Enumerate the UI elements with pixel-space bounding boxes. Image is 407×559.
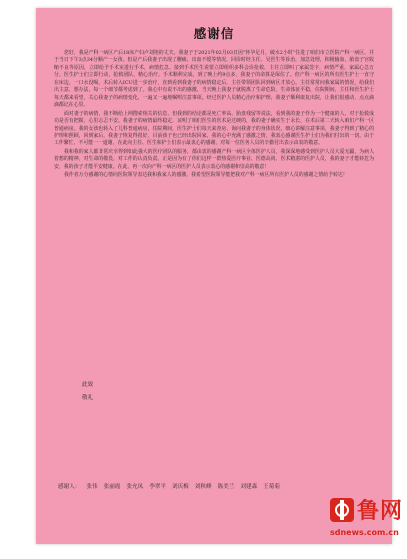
letter-closing	[82, 379, 93, 405]
signer-name: 刘秋峰	[194, 484, 212, 490]
letter-sheet	[36, 8, 392, 544]
signer-name: 王菊菊	[263, 484, 280, 490]
sdnews-logo-icon	[330, 498, 354, 522]
thanks-label: 感谢人：	[58, 484, 81, 490]
closing-line-1: 此致	[82, 382, 94, 388]
letter-paragraph: 面对妻子的病情，我不断给上网搜索相关的信息，但我到的结论都是死亡率高、胎盘残留等说法，看到我的妻子作为一个健康的人，对于抢救成功是否有把握，心里忐忑不安。我妻子的病情最终稳定，证明了咱们医生的医术是过硬的，我的妻子确实生于永长，在术后第二天转入咱们产科一区普通病房。我的女孩也转入了儿科普通病房，住院期间，医生护士们每天来查房，询问我妻子的身体状况，细心讲解注意事项，我妻子得到了精心的护理和照顾，回到家后，我妻子恢复得很好，目前孩子也已经出院回家，我的心中充满了感激之情，我衷心感谢医生护士们为我们付出的一切。由于工作繁忙，不可能一一道谢，在此向主任、医生和护士们表示最衷心的感谢，对每一位医务人员的辛勤付出表示由衷的敬意。	[54, 110, 374, 147]
letter-paragraph: 我作者万分感谢的心情向医院领导表达我和我家人的感激，我希望医院领导能把我对产科一病区所有医护人员的感谢之情给予转达！	[64, 172, 348, 179]
signer-name: 张伟	[86, 484, 98, 490]
signer-name: 张丽霞	[103, 484, 121, 490]
letter-paragraph: 我和我的家人都非常庆幸得到如此强大的医疗团队的服务，都由衷的感谢产科一病区全体医护人员，我深深地感受到医护人员大爱无疆，为病人着想的精神，对生命的敬畏，对工作的认真负责。正是因为有了你们这样一群热爱医疗事业、医德高尚、医术精湛的医护人员，我的妻子才能转危为安，我的孩子才能平安健康。在此，再一次向产科一病区的医护人员表示衷心的感谢和崇高的敬意！	[54, 148, 374, 170]
letter-title: 感谢信	[193, 26, 235, 41]
signer-name: 张允凤	[126, 484, 144, 490]
watermark-brand: 鲁网	[357, 499, 404, 524]
signer-name: 李翠平	[149, 484, 166, 490]
letter-body	[54, 50, 374, 181]
watermark-url: sdnews.com.cn	[330, 528, 399, 537]
signer-name: 陈美兰	[217, 484, 235, 490]
sdnews-watermark	[330, 488, 404, 554]
letter-paragraph: 您好，我是产科一病区产后18床产妇卢刘艳的丈夫，我妻子于2021年02月03日因“怀孕足月，破水2小时”住进了咱们市立医院产科一病区，并于当日下午3点34分顺产一女孩。但是产后我妻子出现了腰痛、出血不缓等情况，回诊时经主任、吴医生等诊治，加急处理，积极输血，胎盘子宫收缩不良等原因，立即给予手术室进行手术，病情危急。接到手术医生说要立即组织多科会诊抢救，主任立即叫了家属签字，病情严重，家属心急万分。医生护士们立即行动，抢救团队，精心治疗。手术顺利完成，到了晚上约9点多，我妻子的命算是保住了。但产科一病区的所有医生护士一直守在床边，一口水没喝，术后转入ICU进一步治疗，直到看到我妻子的病情稳定后，主任带领团队回到病区才放心。主任常常问我家属的情况，给我们出主意、想办法，每一个细节都考虑到了。我心中有说不出的感激，当天晚上我妻子就脱离了生命危险。生命体征平稳，住院期间，主任和医生护士每天都来看望，关心我妻子的病情变化，一遍又一遍地嘱咐注意事项。经过医护人员精心治疗和护理，我妻子顺利康复出院，让我们很感动，点点滴滴都记在心里。	[54, 50, 374, 109]
signer-name: 刘建森	[240, 484, 258, 490]
closing-line-2: 敬礼	[82, 395, 94, 401]
signer-name: 刘庆梅	[171, 484, 189, 490]
